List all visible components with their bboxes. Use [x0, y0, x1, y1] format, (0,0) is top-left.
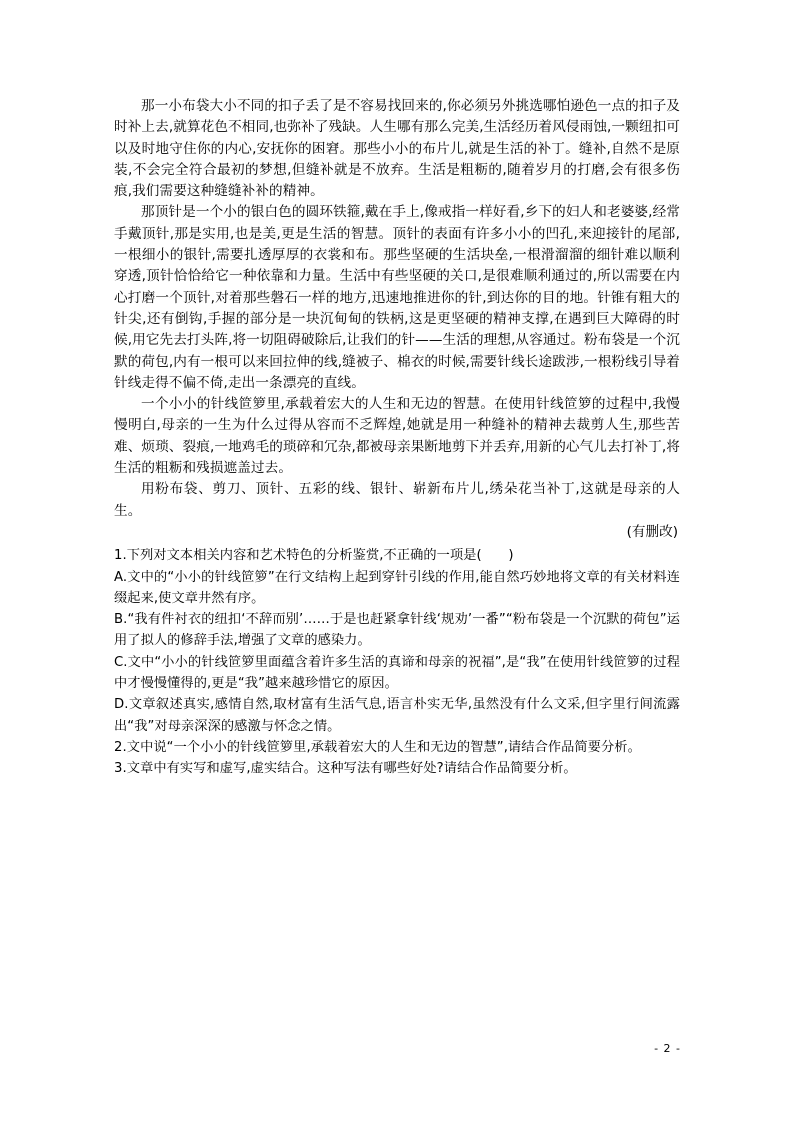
question-1-stem: 1.下列对文本相关内容和艺术特色的分析鉴赏,不正确的一项是( )	[114, 548, 514, 564]
paragraph-mothers-life: 用粉布袋、剪刀、顶针、五彩的线、银针、崭新布片儿,绣朵花当补丁,这就是母亲的人生。	[114, 481, 680, 519]
document-body	[114, 96, 680, 780]
question-2: 2.文中说“一个小小的针线笸箩里,承载着宏大的人生和无边的智慧”,请结合作品简要分析。	[114, 739, 641, 755]
paragraph-buttons: 那一小布袋大小不同的扣子丢了是不容易找回来的,你必须另外挑选哪怕逊色一点的扣子及时补上去,就算花色不相同,也弥补了残缺。人生哪有那么完美,生活经历着风侵雨蚀,一颗纽扣可以及时地守住你的内心,安抚你的困窘。那些小小的布片儿,就是生活的补丁。缝补,自然不是原装,不会完全符合最初的梦想,但缝补就是不放弃。生活是粗粝的,随着岁月的打磨,会有很多伤痕,我们需要这种缝缝补补的精神。	[114, 98, 680, 200]
paragraph-sewing-basket: 一个小小的针线笸箩里,承载着宏大的人生和无边的智慧。在使用针线笸箩的过程中,我慢慢明白,母亲的一生为什么过得从容而不乏辉煌,她就是用一种缝补的精神去裁剪人生,那些苦难、烦琐、裂痕,一地鸡毛的琐碎和冗杂,都被母亲果断地剪下并丢弃,用新的心气儿去打补丁,将生活的粗粝和残损遮盖过去。	[114, 396, 680, 477]
question-1-option-c: C.文中“小小的针线笸箩里面蕴含着许多生活的真谛和母亲的祝福”,是“我”在使用针线笸箩的过程中才慢慢懂得的,更是“我”越来越珍惜它的原因。	[114, 654, 680, 692]
paragraph-thimble: 那顶针是一个小的银白色的圆环铁箍,戴在手上,像戒指一样好看,乡下的妇人和老婆婆,经常手戴顶针,那是实用,也是美,更是生活的智慧。顶针的表面有许多小小的凹孔,来迎接针的尾部,一根细小的银针,需要扎透厚厚的衣裳和布。那些坚硬的生活块垒,一根滑溜溜的细针难以顺利穿透,顶针恰恰给它一种依靠和力量。生活中有些坚硬的关口,是很难顺利通过的,所以需要在内心打磨一个顶针,对着那些磐石一样的地方,迅速地推进你的针,到达你的目的地。针锥有粗大的针尖,还有倒钩,手握的部分是一块沉甸甸的铁柄,这是更坚硬的精神支撑,在遇到巨大障碍的时候,用它先去打头阵,将一切阻碍破除后,让我们的针——生活的理想,从容通过。粉布袋是一个沉默的荷包,内有一根可以来回拉伸的线,缝被子、棉衣的时候,需要针线长途跋涉,一根粉线引导着针线走得不偏不倚,走出一条漂亮的直线。	[114, 204, 680, 391]
question-1-option-d: D.文章叙述真实,感情自然,取材富有生活气息,语言朴实无华,虽然没有什么文采,但字里行间流露出“我”对母亲深深的感激与怀念之情。	[114, 697, 680, 734]
question-1-option-b: B.“我有件衬衣的纽扣‘不辞而别’……于是也赶紧拿针线‘规劝’一番”“粉布袋是一个沉默的荷包”运用了拟人的修辞手法,增强了文章的感染力。	[114, 612, 680, 649]
question-3: 3.文章中有实写和虚写,虚实结合。这种写法有哪些好处?请结合作品简要分析。	[114, 761, 577, 777]
source-note: (有删改)	[626, 523, 678, 540]
question-list	[114, 545, 680, 779]
question-1-option-a: A.文中的“小小的针线笸箩”在行文结构上起到穿针引线的作用,能自然巧妙地将文章的有关材料连缀起来,使文章井然有序。	[114, 569, 680, 606]
page-number: - 2 -	[654, 1042, 681, 1055]
